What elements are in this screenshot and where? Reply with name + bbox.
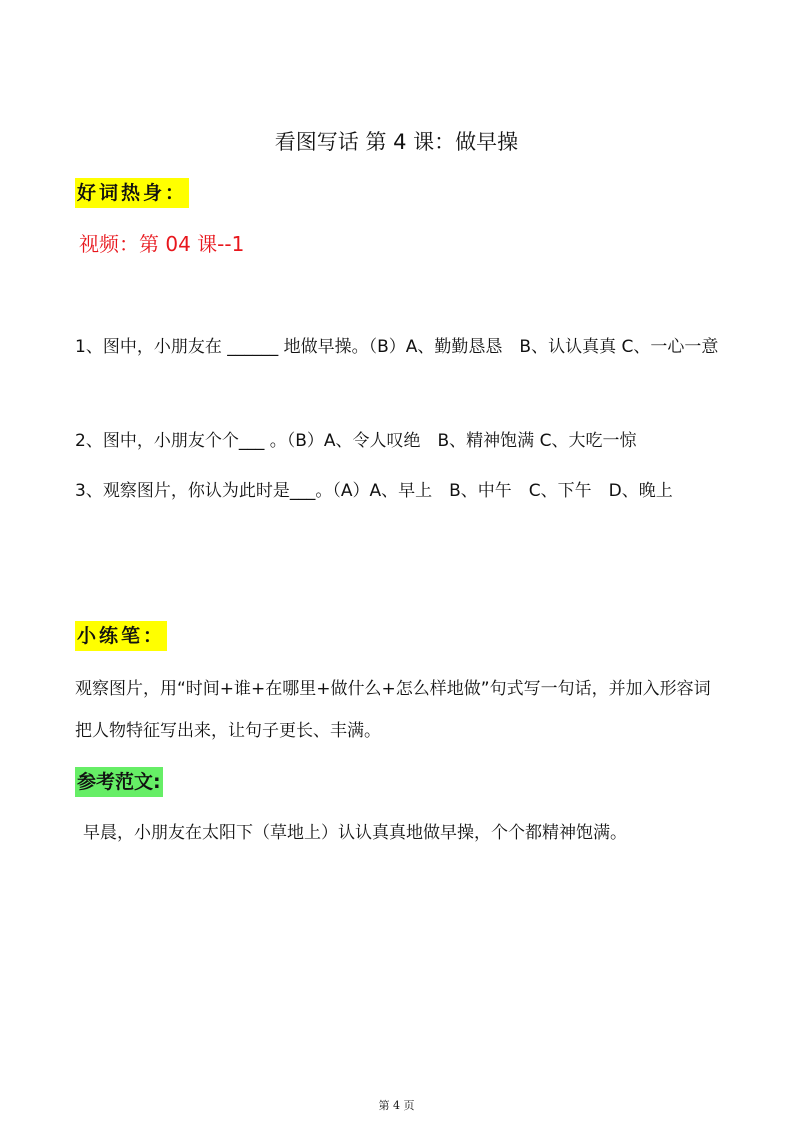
sample-heading: 参考范文: bbox=[75, 767, 163, 797]
question-1: 1、图中，小朋友在 ______ 地做早操。（B）A、勤勤恳恳 B、认认真真 C、一心一意 bbox=[75, 337, 719, 357]
sample-text: 早晨，小朋友在太阳下（草地上）认认真真地做早操，个个都精神饱满。 bbox=[83, 823, 627, 843]
video-link[interactable]: 视频：第 04 课--1 bbox=[79, 232, 245, 256]
page-title: 看图写话 第 4 课：做早操 bbox=[274, 130, 519, 154]
question-3: 3、观察图片，你认为此时是___。（A）A、早上 B、中午 C、下午 D、晚上 bbox=[75, 481, 673, 501]
question-2: 2、图中，小朋友个个___ 。（B）A、令人叹绝 B、精神饱满 C、大吃一惊 bbox=[75, 431, 637, 451]
practice-instruction: 观察图片，用“时间+谁+在哪里+做什么+怎么样地做”句式写一句话，并加入形容词把人物特征写出来，让句子更长、丰满。 bbox=[75, 679, 711, 741]
page-number: 第 4 页 bbox=[378, 1099, 415, 1112]
warmup-heading: 好词热身： bbox=[75, 178, 189, 208]
practice-heading: 小练笔： bbox=[75, 621, 167, 651]
